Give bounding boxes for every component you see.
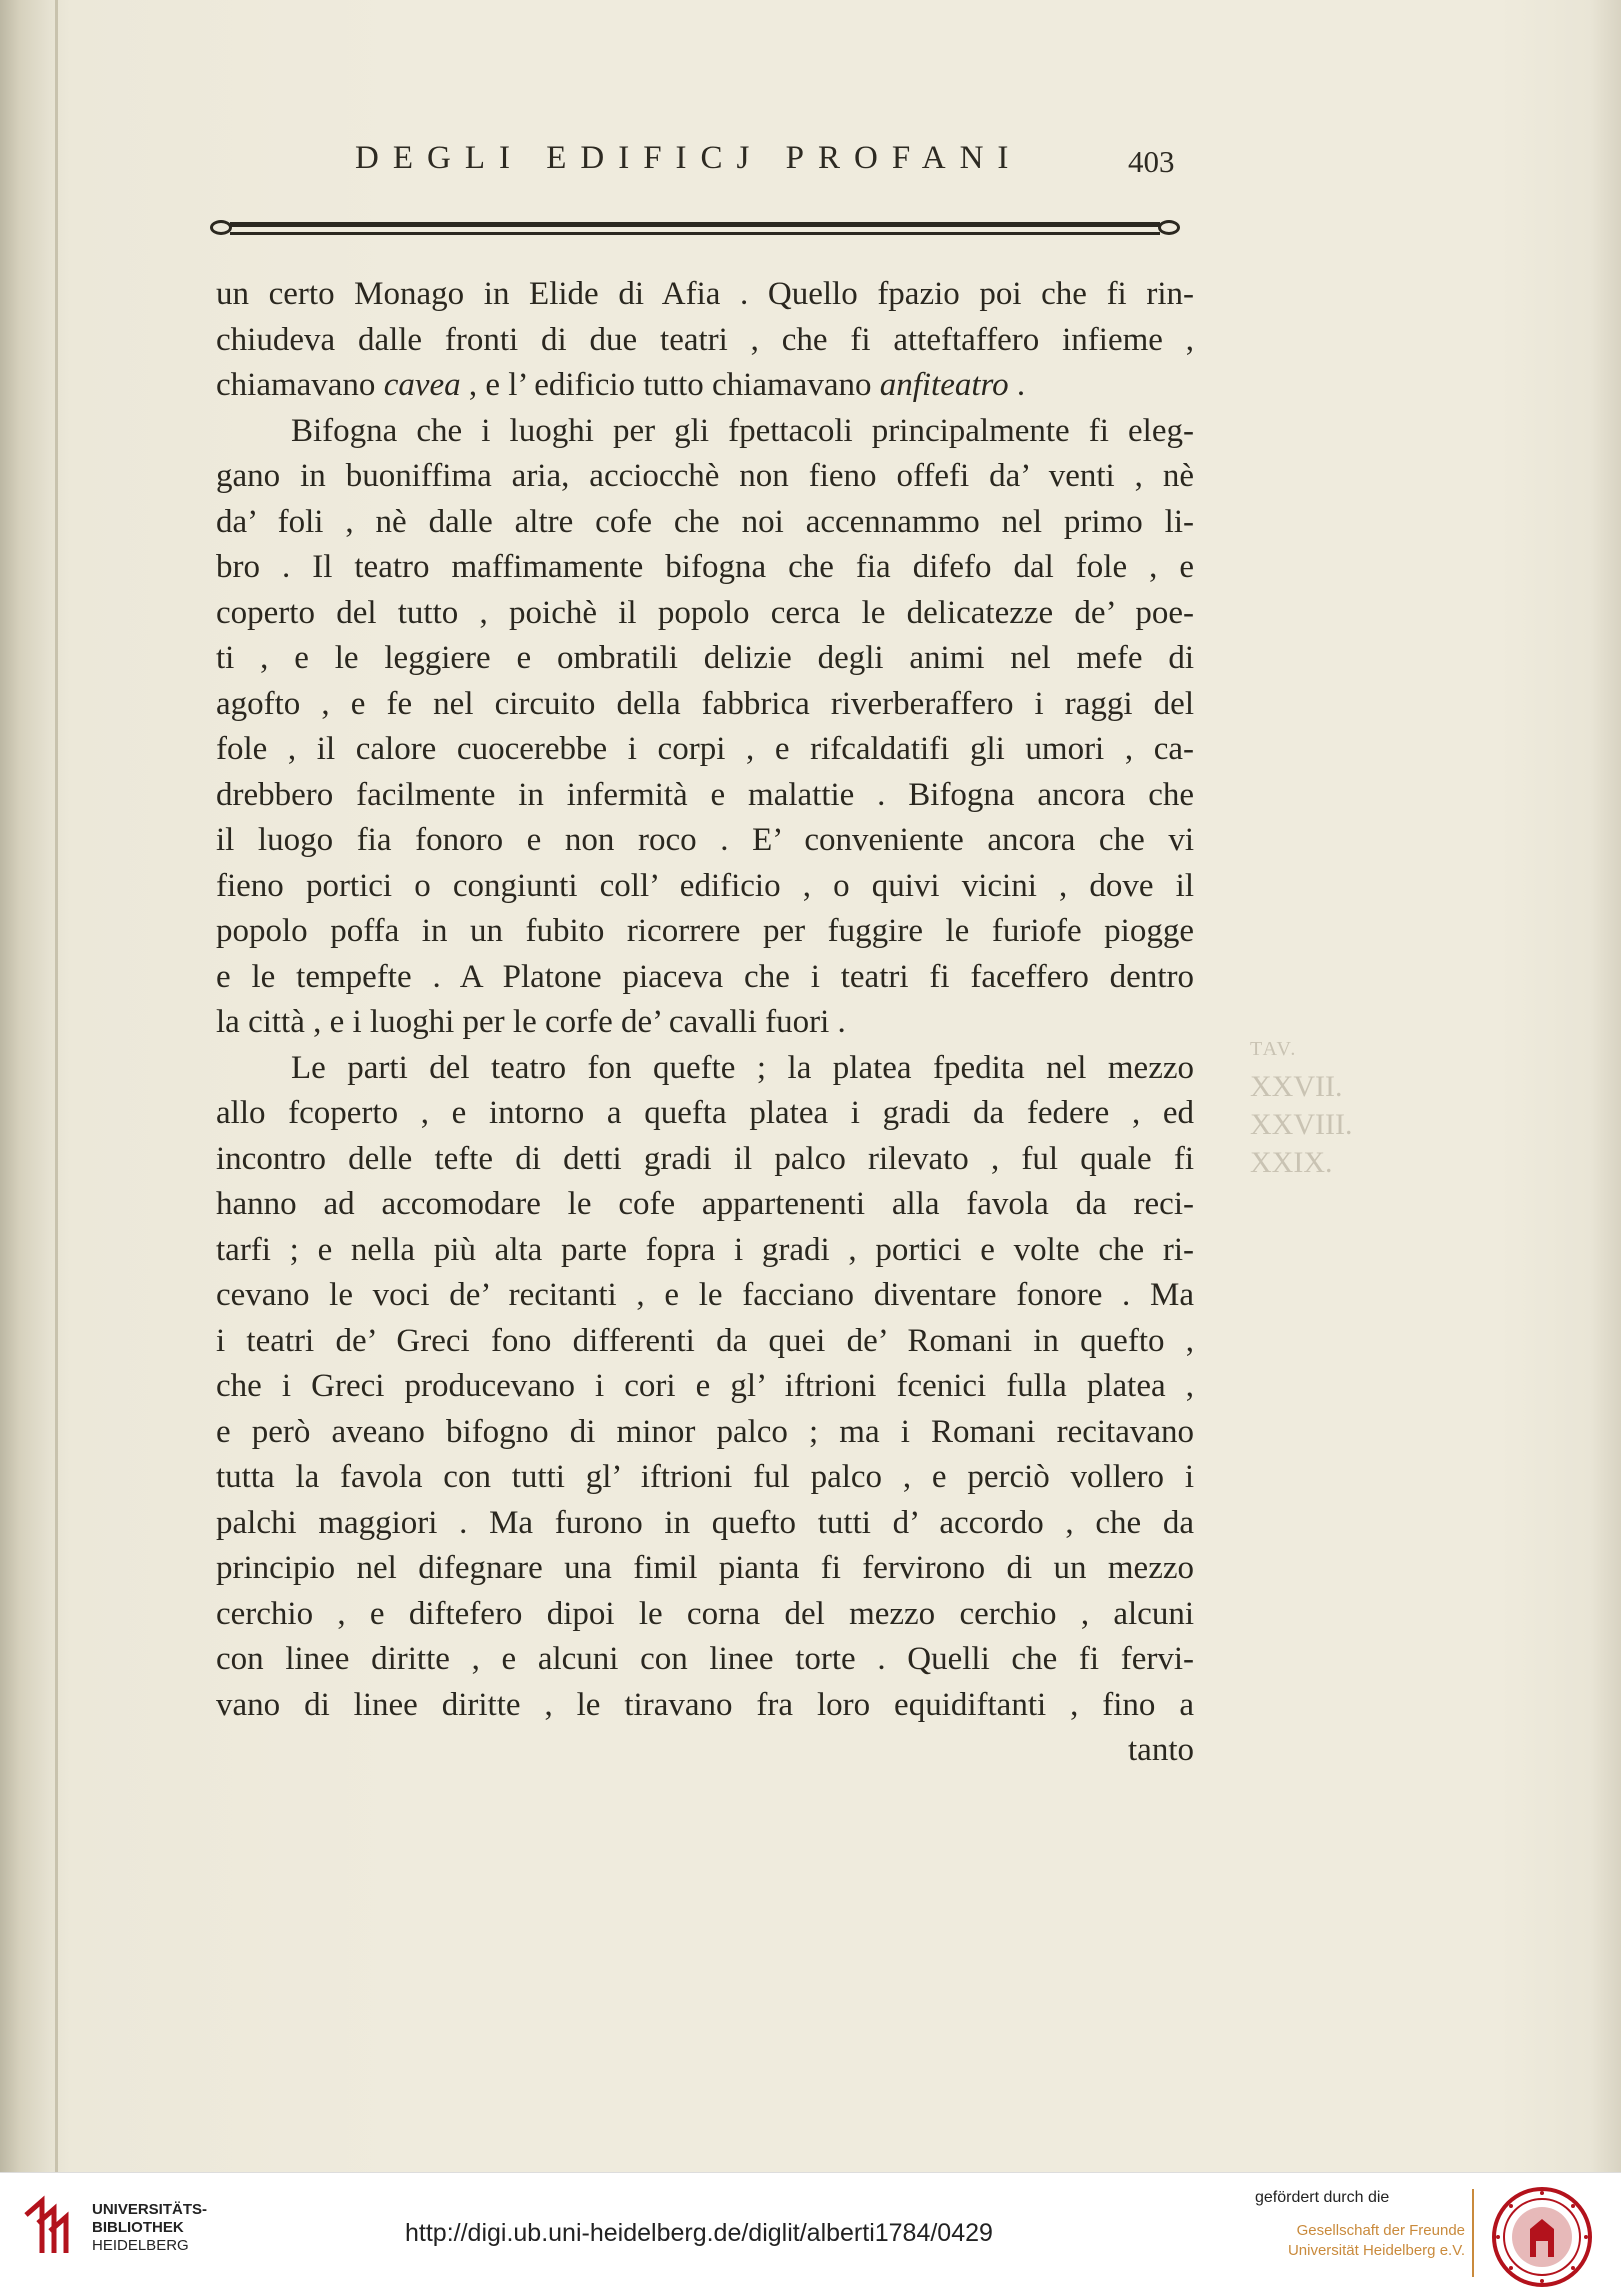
- text-line: da’ foli , nè dalle altre cofe che noi accennammo nel primo li-: [216, 503, 1194, 540]
- text-line: tarfi ; e nella più alta parte fopra i gradi , portici e volte che ri-: [216, 1231, 1194, 1268]
- text-line: drebbero facilmente in infermità e malattie . Bifogna ancora che: [216, 776, 1194, 813]
- library-name: [92, 2201, 207, 2255]
- text-line: i teatri de’ Greci fono differenti da quei de’ Romani in quefto ,: [216, 1322, 1194, 1359]
- library-name-line: HEIDELBERG: [92, 2237, 189, 2254]
- text-line: il luogo fia fonoro e non roco . E’ conveniente ancora che vi: [216, 822, 1194, 858]
- text-line: [216, 363, 1194, 409]
- margin-note-line: XXIX.: [1250, 1146, 1333, 1179]
- digitization-footer: [0, 2172, 1621, 2292]
- text-line: fole , il calore cuocerebbe i corpi , e rifcaldatifi gli umori , ca-: [216, 731, 1194, 767]
- text-line: popolo poffa in un fubito ricorrere per fuggire le furiofe piogge: [216, 913, 1194, 949]
- text-line: con linee diritte , e alcuni con linee torte . Quelli che fi fervi-: [216, 1641, 1194, 1677]
- margin-note-line: XXVIII.: [1250, 1108, 1353, 1141]
- text-line: che i Greci producevano i cori e gl’ iftrioni fcenici fulla platea ,: [216, 1368, 1194, 1404]
- text-line: principio nel difegnare una fimil pianta fi fervirono di un mezzo: [216, 1550, 1194, 1586]
- text-line: allo fcoperto , e intorno a quefta platea i gradi da federe , ed: [216, 1095, 1194, 1131]
- margin-note-plates: [1250, 1030, 1360, 1182]
- text-line: chiudeva dalle fronti di due teatri , che fi atteftaffero infieme ,: [216, 321, 1194, 358]
- sponsor-name-line: Gesellschaft der Freunde: [1296, 2222, 1465, 2239]
- text-line: agofto , e fe nel circuito della fabbrica riverberaffero i raggi del: [216, 685, 1194, 722]
- footer-divider: [1472, 2189, 1474, 2277]
- decorative-double-rule: [210, 215, 1180, 245]
- library-name-line: BIBLIOTHEK: [92, 2219, 184, 2236]
- page-number: 403: [1128, 144, 1175, 179]
- text-line: fieno portici o congiunti coll’ edificio , o quivi vicini , dove il: [216, 867, 1194, 904]
- university-seal-icon: [1490, 2185, 1594, 2289]
- text-line: coperto del tutto , poichè il popolo cerca le delicatezze de’ poe-: [216, 594, 1194, 631]
- text-line: la città , e i luoghi per le corfe de’ cavalli fuori .: [216, 1004, 846, 1040]
- text-span: , e l’ edificio tutto chiamavano: [460, 367, 880, 403]
- text-line: cevano le voci de’ recitanti , e le facciano diventare fonore . Ma: [216, 1277, 1194, 1313]
- text-line: vano di linee diritte , le tiravano fra loro equidiftanti , fino a: [216, 1686, 1194, 1723]
- catchword: tanto: [1128, 1732, 1194, 1768]
- library-name-line: UNIVERSITÄTS-: [92, 2201, 208, 2218]
- permalink-url[interactable]: http://digi.ub.uni-heidelberg.de/diglit/alberti1784/0429: [405, 2219, 993, 2247]
- rule-line-thin: [230, 232, 1160, 235]
- text-line: Le parti del teatro fon quefte ; la platea fpedita nel mezzo: [291, 1049, 1194, 1086]
- rule-end-ornament: [210, 220, 232, 235]
- text-line: cerchio , e diftefero dipoi le corna del mezzo cerchio , alcuni: [216, 1595, 1194, 1632]
- text-line: e le tempefte . A Platone piaceva che i teatri fi faceffero dentro: [216, 958, 1194, 995]
- margin-note-label: TAV.: [1250, 1038, 1298, 1060]
- text-line: ti , e le leggiere e ombratili delizie degli animi nel mefe di: [216, 640, 1194, 676]
- text-span: chiamavano: [216, 367, 384, 403]
- body-text: [216, 272, 1194, 1774]
- rule-line-thick: [230, 222, 1160, 227]
- italic-term: cavea: [383, 367, 461, 403]
- text-line: gano in buoniffima aria, acciocchè non fieno offefi da’ venti , nè: [216, 458, 1194, 494]
- text-line: Bifogna che i luoghi per gli fpettacoli principalmente fi eleg-: [291, 412, 1194, 449]
- sponsor-block: [1255, 2189, 1465, 2261]
- rule-end-ornament: [1158, 220, 1180, 235]
- italic-term: anfiteatro: [879, 367, 1009, 403]
- sponsor-intro: gefördert durch die: [1255, 2189, 1390, 2206]
- text-line: bro . Il teatro maffimamente bifogna che fia difefo dal fole , e: [216, 549, 1194, 585]
- text-line: tutta la favola con tutti gl’ iftrioni ful palco , e perciò vollero i: [216, 1459, 1194, 1495]
- text-line: palchi maggiori . Ma furono in quefto tutti d’ accordo , che da: [216, 1504, 1194, 1541]
- margin-note-line: XXVII.: [1250, 1070, 1343, 1103]
- text-line: incontro delle tefte di detti gradi il palco rilevato , ful quale fi: [216, 1140, 1194, 1177]
- text-line: hanno ad accomodare le cofe appartenenti alla favola da reci-: [216, 1186, 1194, 1222]
- library-logo-icon: [18, 2195, 82, 2259]
- text-line: un certo Monago in Elide di Afia . Quello fpazio poi che fi rin-: [216, 276, 1194, 312]
- text-span: .: [1008, 367, 1026, 403]
- running-head: DEGLI EDIFICJ PROFANI: [355, 140, 1023, 176]
- text-line: e però aveano bifogno di minor palco ; ma i Romani recitavano: [216, 1413, 1194, 1450]
- sponsor-name-line: Universität Heidelberg e.V.: [1287, 2242, 1465, 2259]
